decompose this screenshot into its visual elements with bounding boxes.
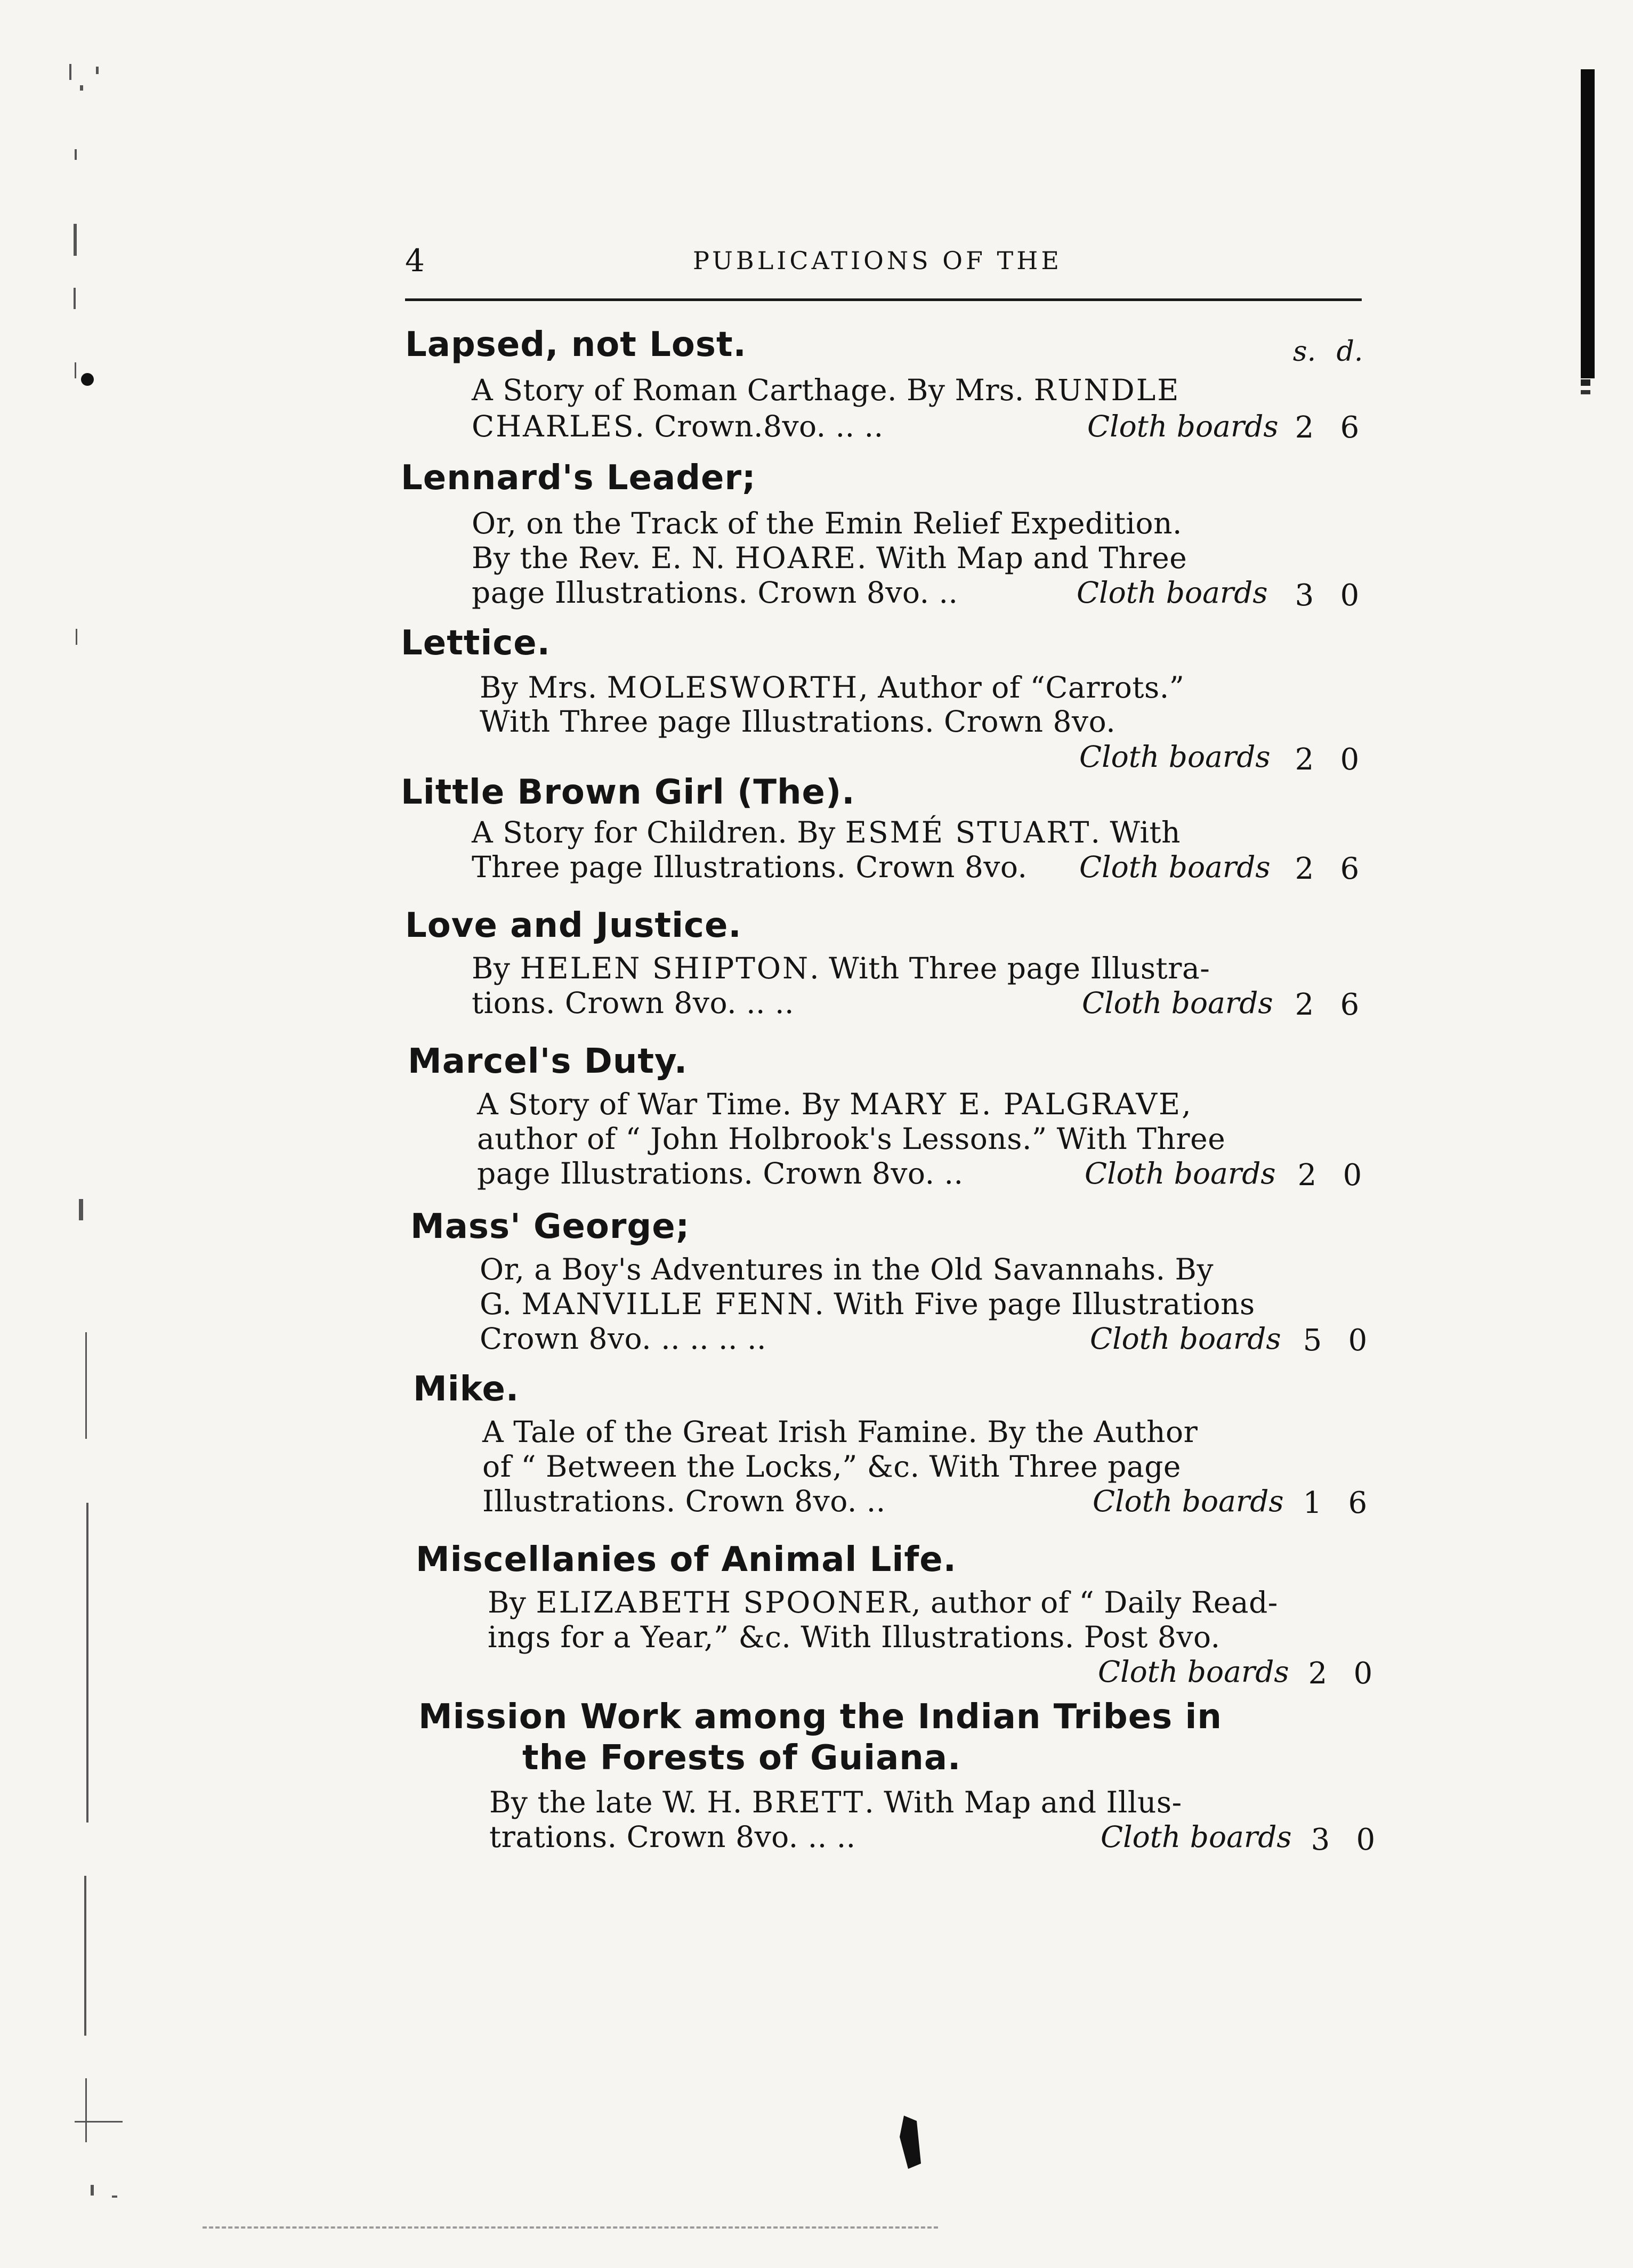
entry-description: Or, a Boy's Adventures in the Old Savannahs. By [480,1252,1214,1286]
scan-edge-mark [1581,379,1590,386]
entry-price: 1 6 [1303,1486,1368,1520]
entry-title: Lettice. [401,623,551,663]
entry-price: 2 0 [1308,1656,1373,1691]
entry-price: 3 0 [1311,1823,1376,1857]
entry-description: CHARLES. Crown.8vo. .. .. [472,409,884,443]
entry-title: Lapsed, not Lost. [405,325,747,365]
binding-label: Cloth boards [1079,740,1271,774]
entry-price: 2 0 [1297,1158,1362,1193]
entry-title-continued: the Forests of Guiana. [522,1738,961,1778]
entry-price: 2 0 [1295,742,1360,777]
scan-bottom-noise [203,2226,938,2229]
entry-description: G. MANVILLE FENN. With Five page Illustrations [480,1287,1255,1321]
entry-description: of “ Between the Locks,” &c. With Three page [482,1449,1181,1484]
entry-description: A Story of War Time. By MARY E. PALGRAVE, [477,1087,1192,1121]
entry-price: 2 6 [1295,410,1360,445]
entry-description: page Illustrations. Crown 8vo. .. [477,1156,964,1190]
entry-title: Miscellanies of Animal Life. [416,1540,957,1580]
scan-edge-bar [1581,69,1595,378]
entry-description: Crown 8vo. .. .. .. .. [480,1322,766,1356]
binding-label: Cloth boards [1101,1820,1292,1854]
entry-description: tions. Crown 8vo. .. .. [472,986,794,1020]
entry-description: trations. Crown 8vo. .. .. [489,1820,856,1854]
ink-blot [81,373,94,386]
entry-title: Lennard's Leader; [401,458,756,498]
entry-description: By Mrs. MOLESWORTH, Author of “Carrots.” [480,670,1185,704]
scan-speckle-left [64,64,128,2206]
running-title: PUBLICATIONS OF THE [693,246,1062,275]
shillings-label: s. [1292,336,1316,368]
ink-mark [900,2116,921,2169]
page-number: 4 [405,242,425,279]
entry-description: Illustrations. Crown 8vo. .. [482,1484,886,1518]
entry-title: Marcel's Duty. [408,1042,688,1081]
binding-label: Cloth boards [1093,1484,1284,1518]
price-column-header [1282,336,1372,368]
header-rule [405,298,1362,301]
entry-title: Love and Justice. [405,906,742,945]
entry-description: A Story of Roman Carthage. By Mrs. RUNDLE [472,373,1181,407]
binding-label: Cloth boards [1077,576,1268,610]
entry-description: ings for a Year,” &c. With Illustrations. Post 8vo. [488,1620,1220,1654]
entry-description: Three page Illustrations. Crown 8vo. [472,850,1028,884]
entry-description: Or, on the Track of the Emin Relief Expedition. [472,506,1183,540]
entry-description: A Story for Children. By ESMÉ STUART. With [472,815,1181,849]
binding-label: Cloth boards [1087,409,1279,443]
pence-label: d. [1336,336,1363,368]
binding-label: Cloth boards [1082,986,1273,1020]
entry-title: Mission Work among the Indian Tribes in [418,1697,1222,1737]
entry-description: By the late W. H. BRETT. With Map and Illus- [489,1785,1182,1819]
entry-title: Mass' George; [410,1207,690,1246]
entry-price: 2 6 [1295,852,1360,886]
binding-label: Cloth boards [1098,1655,1289,1689]
entry-description: A Tale of the Great Irish Famine. By the Author [482,1415,1198,1449]
entry-price: 2 6 [1295,987,1360,1022]
binding-label: Cloth boards [1085,1156,1276,1190]
entry-description: With Three page Illustrations. Crown 8vo. [480,704,1116,739]
binding-label: Cloth boards [1079,850,1271,884]
scan-edge-mark [1581,390,1590,394]
entry-description: page Illustrations. Crown 8vo. .. [472,576,958,610]
binding-label: Cloth boards [1090,1322,1281,1356]
entry-description: By ELIZABETH SPOONER, author of “ Daily Read- [488,1585,1278,1619]
entry-description: By the Rev. E. N. HOARE. With Map and Three [472,541,1187,575]
entry-title: Little Brown Girl (The). [401,773,855,812]
entry-description: By HELEN SHIPTON. With Three page Illustra- [472,951,1210,985]
entry-title: Mike. [413,1370,520,1409]
entry-price: 5 0 [1303,1323,1368,1358]
entry-price: 3 0 [1295,578,1360,613]
entry-description: author of “ John Holbrook's Lessons.” With Three [477,1122,1226,1156]
